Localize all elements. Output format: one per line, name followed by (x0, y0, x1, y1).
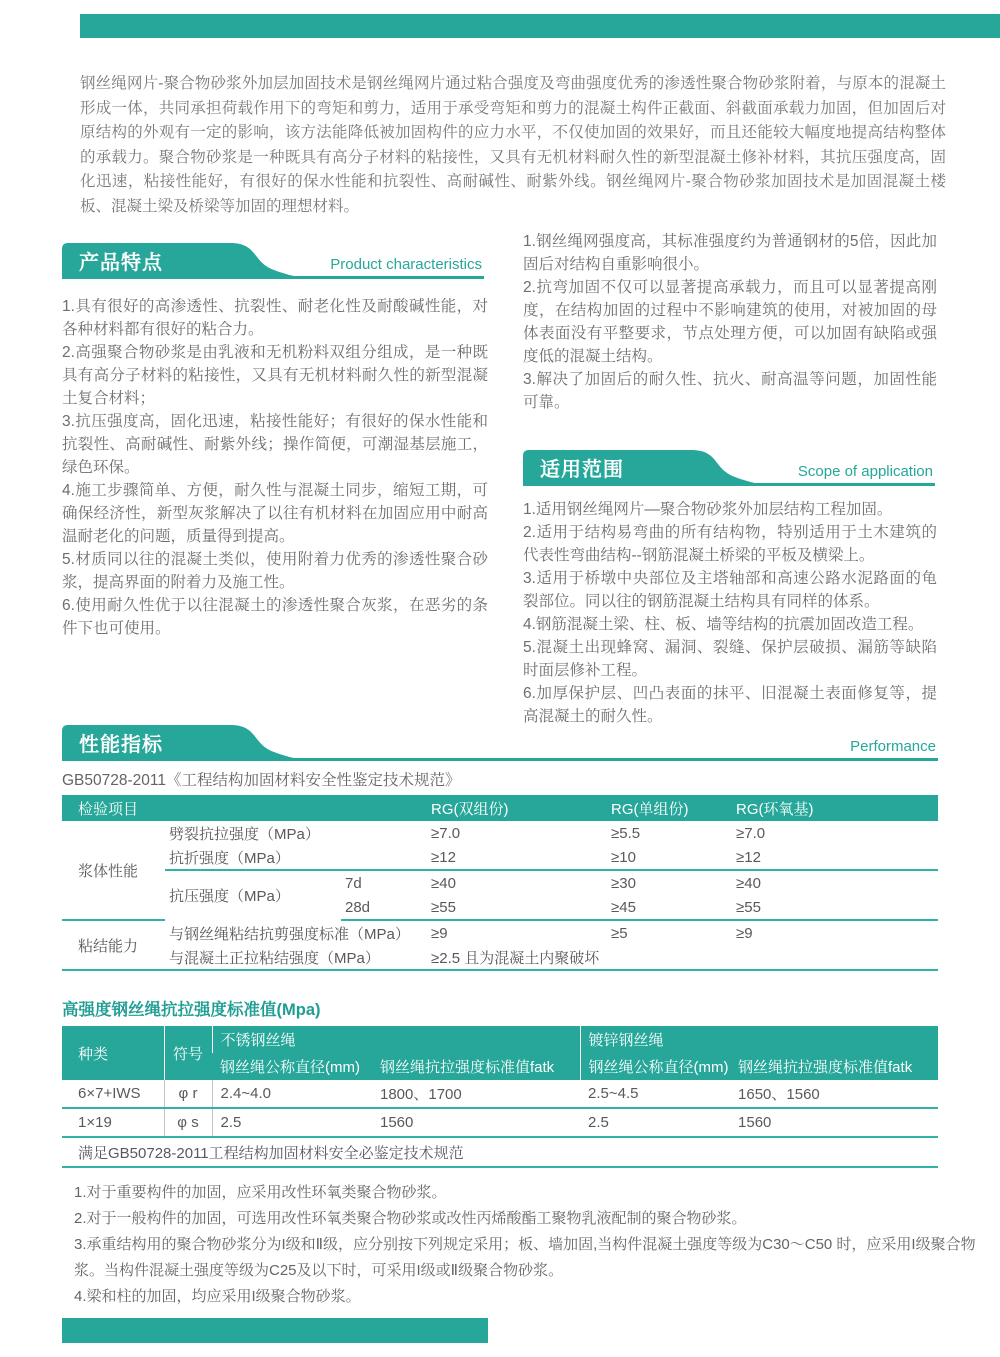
top-accent-bar (80, 14, 1000, 38)
note-item: 3.承重结构用的聚合物砂浆分为I级和Ⅱ级，应分别按下列规定采用；板、墙加固,当构件混凝土强度等级为C30～C50 时，应采用I级聚合物浆。当构件混凝土强度等级为C25及以下时，可采用I级或Ⅱ级聚合物砂浆。 (74, 1236, 976, 1279)
section-title: 适用范围 (540, 459, 624, 481)
list-item: 4.施工步骤简单、方便，耐久性与混凝土同步，缩短工期，可确保经济性，新型灰浆解决了以往有机材料在加固应用中耐高温耐老化的问题，质量得到提高。 (62, 482, 488, 545)
list-item: 5.混凝土出现蜂窝、漏洞、裂缝、保护层破损、漏筋等缺陷时面层修补工程。 (523, 639, 937, 679)
column-header: RG(单组份) (599, 795, 724, 821)
column-header: 符号 (164, 1026, 212, 1080)
cell: ≥12 (419, 845, 599, 870)
bottom-accent-bar (62, 1318, 488, 1343)
cell: ≥9 (736, 924, 753, 942)
table-row (62, 821, 938, 845)
tensile-strength-table (62, 1026, 938, 1168)
table-header-row (62, 795, 938, 821)
performance-banner (62, 725, 938, 761)
intro-paragraph: 钢丝绳网片-聚合物砂浆外加层加固技术是钢丝绳网片通过粘合强度及弯曲强度优秀的渗透性聚合物砂浆附着，与原本的混凝土形成一体，共同承担荷载作用下的弯矩和剪力，适用于承受弯矩和剪力的混凝土构件正截面、斜截面承载力加固，但加固后对原结构的外观有一定的影响，该方法能降低被加固构件的应力水平，不仅使加固的效果好，而且还能较大幅度地提高结构整体的承载力。聚合物砂浆是一种既具有高分子材料的粘接性，又具有无机材料耐久性的新型混凝土修补材料，其抗压强度高，固化迅速，粘接性能好，有很好的保水性能和抗裂性、高耐碱性、耐紫外线。钢丝绳网片-聚合物砂浆加固技术是加固混凝土楼板、混凝土梁及桥梁等加固的理想材料。 (80, 75, 946, 215)
scope-of-application-banner (523, 450, 935, 486)
cell: 6×7+IWS (62, 1080, 164, 1108)
cell: 28d (341, 895, 419, 920)
column-header: 钢丝绳公称直径(mm) (580, 1053, 730, 1080)
list-item: 3.适用于桥墩中央部位及主塔轴部和高速公路水泥路面的龟裂部位。同以往的钢筋混凝土结构具有同样的体系。 (523, 570, 937, 610)
cell: ≥9 (431, 924, 448, 942)
list-item: 3.抗压强度高，固化迅速，粘接性能好；有很好的保水性能和抗裂性、高耐碱性、耐紫外线；操作简便，可潮湿基层施工，绿色环保。 (62, 413, 488, 476)
list-item: 6.加厚保护层、凹凸表面的抹平、旧混凝土表面修复等，提高混凝土的耐久性。 (523, 685, 937, 725)
tensile-table-title: 高强度钢丝绳抗拉强度标准值(Mpa) (62, 1001, 321, 1019)
table-row (62, 1080, 938, 1108)
table-row (62, 920, 938, 945)
list-item: 2.高强聚合物砂浆是由乳液和无机粉料双组分组成，是一种既具有高分子材料的粘接性，又具有无机材料耐久性的新型混凝土复合材料； (62, 344, 488, 407)
cell: ≥7.0 (431, 824, 461, 842)
column-header: 镀锌钢丝绳 (580, 1026, 938, 1053)
cell: ≥55 (419, 895, 599, 920)
performance-table (62, 795, 938, 971)
cell: ≥5 (611, 924, 628, 942)
cell: φ r (164, 1080, 212, 1108)
cell: φ s (164, 1108, 212, 1137)
cell: ≥12 (724, 845, 938, 870)
cell: ≥5.5 (611, 824, 641, 842)
cell: 与钢丝绳粘结抗剪强度标准（MPa） (169, 925, 410, 943)
cell: 1560 (730, 1108, 938, 1137)
table-row (62, 845, 938, 870)
product-characteristics-banner (62, 243, 484, 279)
table-header-row (62, 1026, 938, 1053)
note-item: 4.梁和柱的加固，均应采用I级聚合物砂浆。 (74, 1288, 361, 1305)
cell: ≥40 (736, 874, 761, 892)
row-group-label: 浆体性能 (62, 821, 165, 920)
table-row (62, 1108, 938, 1137)
list-item: 1.适用钢丝绳网片—聚合物砂浆外加层结构工程加固。 (523, 501, 893, 518)
advantages-list (523, 230, 937, 414)
list-item: 2.适用于结构易弯曲的所有结构物，特别适用于土木建筑的代表性弯曲结构--钢筋混凝土桥梁的平板及横梁上。 (523, 524, 937, 564)
section-title-en: Performance (850, 738, 936, 755)
cell: 2.5 (580, 1108, 730, 1137)
column-header: RG(环氧基) (724, 795, 938, 821)
cell: 与混凝土正拉粘结强度（MPa） (165, 945, 419, 970)
column-header: 不锈钢丝绳 (212, 1026, 580, 1053)
cell: 2.4~4.0 (212, 1080, 372, 1108)
column-header: 钢丝绳抗拉强度标准值fatk (730, 1053, 938, 1080)
list-item: 2.抗弯加固不仅可以显著提高承载力，而且可以显著提高刚度，在结构加固的过程中不影响建筑的使用，对被加固的母体表面没有平整要求，节点处理方便，可以加固有缺陷或强度低的混凝土结构。 (523, 279, 937, 365)
cell: ≥55 (724, 895, 938, 920)
section-title: 性能指标 (79, 734, 163, 756)
column-header: 种类 (62, 1026, 164, 1080)
cell: 1560 (372, 1108, 580, 1137)
list-item: 5.材质同以往的混凝土类似，使用附着力优秀的渗透性聚合砂浆，提高界面的附着力及施工性。 (62, 551, 488, 591)
table-row (62, 945, 938, 970)
table-row (62, 870, 938, 895)
cell: ≥7.0 (736, 824, 766, 842)
cell: 1×19 (62, 1108, 164, 1137)
cell: 劈裂抗拉强度（MPa） (169, 825, 320, 843)
note-item: 2.对于一般构件的加固，可选用改性环氧类聚合物砂浆或改性丙烯酸酯工聚物乳液配制的聚合物砂浆。 (74, 1210, 747, 1227)
cell: 1650、1560 (730, 1080, 938, 1108)
column-header: RG(双组份) (419, 795, 599, 821)
cell: 抗折强度（MPa） (165, 845, 419, 870)
cell: ≥40 (431, 874, 456, 892)
cell: 抗压强度（MPa） (169, 888, 290, 905)
table-row (62, 1137, 938, 1167)
product-feature-list (62, 295, 488, 640)
cell: 2.5 (212, 1108, 372, 1137)
scope-list (523, 498, 937, 728)
standard-reference: GB50728-2011《工程结构加固材料安全性鉴定技术规范》 (62, 772, 461, 789)
cell: 7d (345, 874, 362, 892)
cell: ≥10 (599, 845, 724, 870)
column-header: 钢丝绳抗拉强度标准值fatk (372, 1053, 580, 1080)
row-group-label: 粘结能力 (62, 920, 165, 970)
list-item: 3.解决了加固后的耐久性、抗火、耐高温等问题，加固性能可靠。 (523, 371, 937, 411)
list-item: 4.钢筋混凝土梁、柱、板、墙等结构的抗震加固改造工程。 (523, 616, 924, 633)
section-title-en: Product characteristics (330, 256, 482, 273)
list-item: 1.具有很好的高渗透性、抗裂性、耐老化性及耐酸碱性能，对各种材料都有很好的粘合力。 (62, 298, 488, 338)
cell: 1800、1700 (372, 1080, 580, 1108)
cell: ≥30 (611, 874, 636, 892)
cell: ≥2.5 且为混凝土内聚破坏 (419, 945, 938, 970)
list-item: 1.钢丝绳网强度高，其标准强度约为普通钢材的5倍，因此加固后对结构自重影响很小。 (523, 233, 937, 273)
note-item: 1.对于重要构件的加固，应采用改性环氧类聚合物砂浆。 (74, 1184, 447, 1201)
section-title: 产品特点 (79, 252, 163, 274)
list-item: 6.使用耐久性优于以往混凝土的渗透性聚合灰浆，在恶劣的条件下也可使用。 (62, 597, 488, 637)
cell: 2.5~4.5 (580, 1080, 730, 1108)
column-header: 钢丝绳公称直径(mm) (212, 1053, 372, 1080)
table-footer-note: 满足GB50728-2011工程结构加固材料安全必鉴定技术规范 (62, 1137, 938, 1167)
column-header: 检验项目 (62, 795, 419, 821)
cell: ≥45 (599, 895, 724, 920)
notes-list (74, 1180, 980, 1310)
section-title-en: Scope of application (797, 463, 933, 480)
